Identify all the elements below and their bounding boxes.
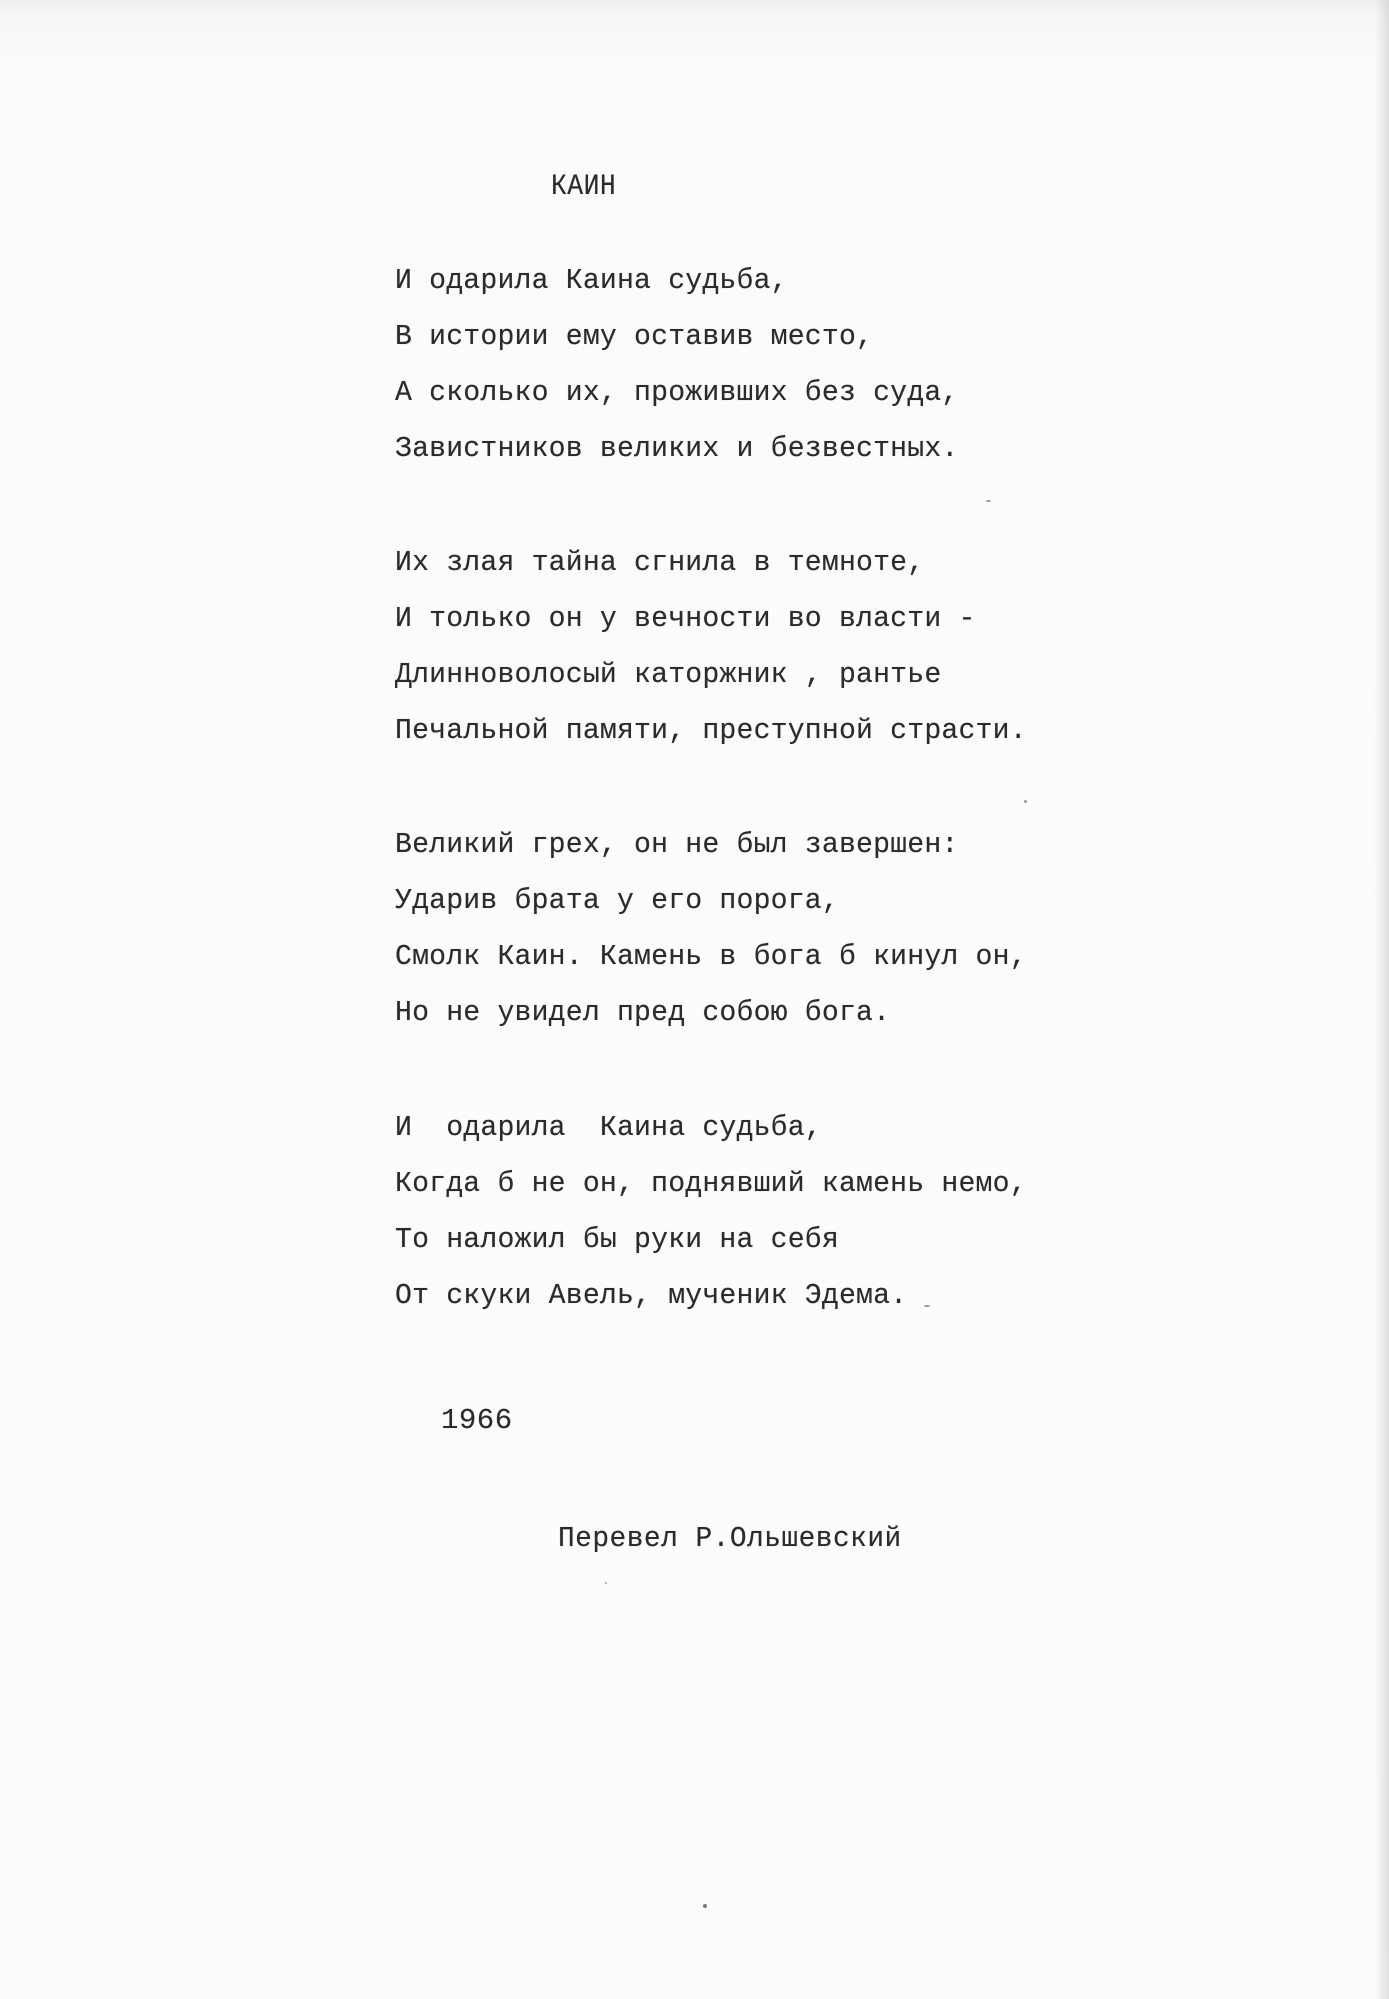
- poem-line: Длинноволосый каторжник , рантье: [395, 658, 942, 691]
- poem-line: Великий грех, он не был завершен:: [395, 828, 959, 861]
- poem-line: Их злая тайна сгнила в темноте,: [395, 546, 925, 579]
- poem-line: Но не увидел пред собою бога.: [395, 996, 891, 1029]
- poem-line: Завистников великих и безвестных.: [395, 432, 959, 465]
- poem-line: И только он у вечности во власти -: [395, 602, 976, 635]
- stanza-4: [395, 1100, 1095, 1324]
- paper-speck: [924, 1305, 930, 1307]
- poem-line: От скуки Авель, мученик Эдема.: [395, 1279, 908, 1312]
- poem-line: Смолк Каин. Камень в бога б кинул он,: [395, 940, 1027, 973]
- poem-line: Ударив брата у его порога,: [395, 884, 839, 917]
- stanza-1: [395, 253, 1095, 477]
- stanza-3: [395, 817, 1095, 1041]
- poem-line: То наложил бы руки на себя: [395, 1223, 839, 1256]
- paper-speck: [703, 1904, 707, 1908]
- paper-speck: [605, 1582, 607, 1584]
- paper-speck: [986, 500, 991, 502]
- paper-edge-shadow: [1375, 0, 1389, 1999]
- poem-line: В истории ему оставив место,: [395, 320, 874, 353]
- poem-line: И одарила Каина судьба,: [395, 1111, 822, 1144]
- translator-credit: Перевел Р.Ольшевский: [558, 1522, 902, 1555]
- poem-line: А сколько их, проживших без суда,: [395, 376, 959, 409]
- poem-line: Печальной памяти, преступной страсти.: [395, 714, 1027, 747]
- poem-line: И одарила Каина судьба,: [395, 264, 788, 297]
- stanza-2: [395, 535, 1095, 759]
- poem-title: КАИН: [551, 170, 617, 204]
- poem-year: 1966: [441, 1404, 513, 1437]
- paper-speck: [1024, 800, 1027, 803]
- poem-line: Когда б не он, поднявший камень немо,: [395, 1167, 1027, 1200]
